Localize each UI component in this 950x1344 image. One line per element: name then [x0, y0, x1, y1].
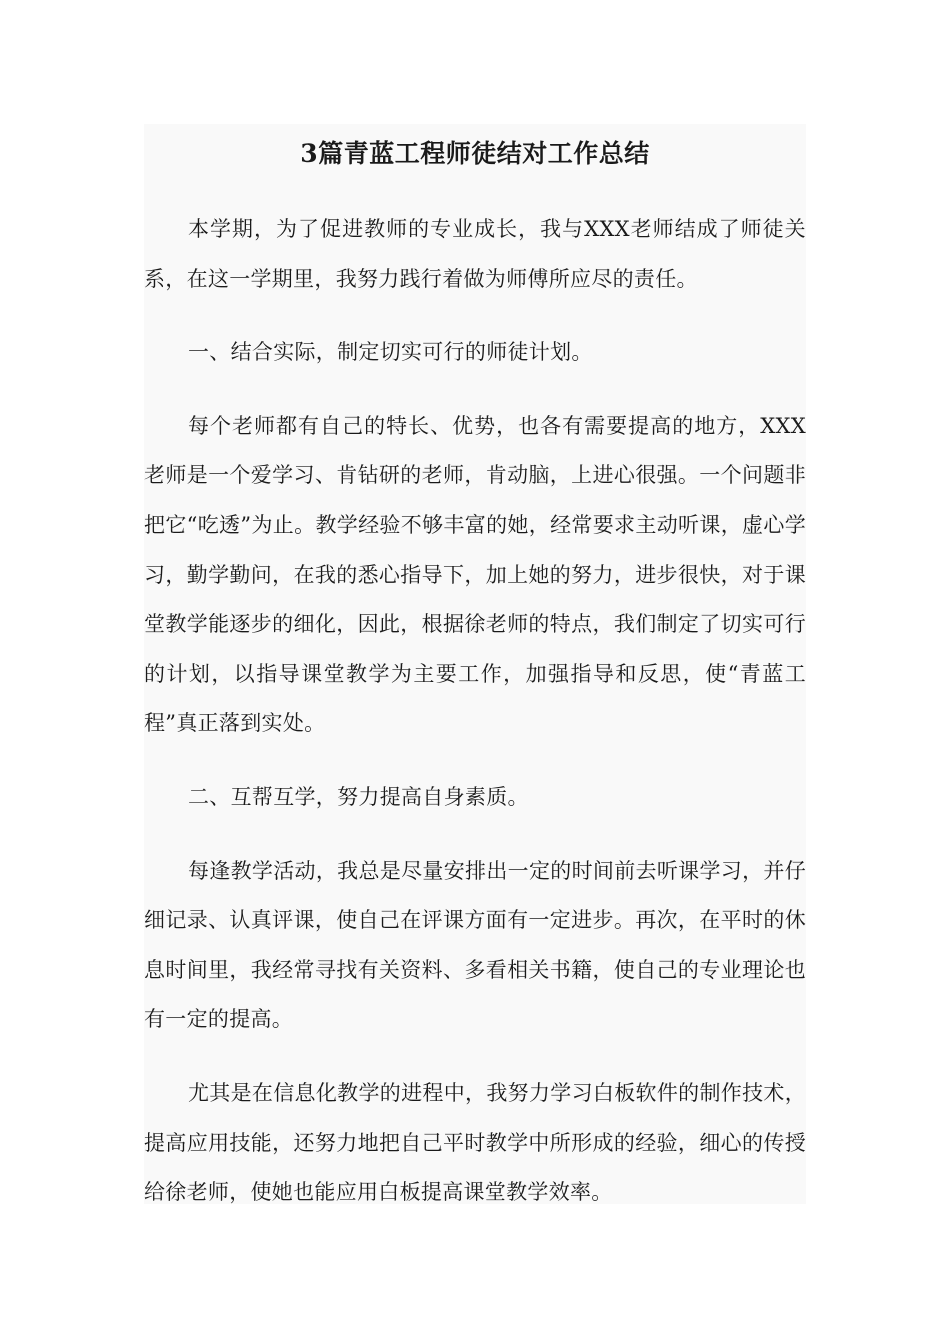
document-title: 3篇青蓝工程师徒结对工作总结 — [300, 139, 650, 168]
section-heading-2: 二、互帮互学，努力提高自身素质。 — [188, 784, 529, 809]
document-body — [144, 124, 806, 1204]
section-heading-1: 一、结合实际，制定切实可行的师徒计划。 — [188, 340, 593, 365]
paragraph-plan: 每个老师都有自己的特长、优势，也各有需要提高的地方，XXX老师是一个爱学习、肯钻研的老师，肯动脑，上进心很强。一个问题非把它“吃透”为止。教学经验不够丰富的她，经常要求主动听课，虚心学习，勤学勤问，在我的悉心指导下，加上她的努力，进步很快，对于课堂教学能逐步的细化，因此，根据徐老师的特点，我们制定了切实可行的计划，以指导课堂教学为主要工作，加强指导和反思，使“青蓝工程”真正落到实处。 — [144, 413, 806, 736]
paragraph-it-teaching: 尤其是在信息化教学的进程中，我努力学习白板软件的制作技术，提高应用技能，还努力地把自己平时教学中所形成的经验，细心的传授给徐老师，使她也能应用白板提高课堂教学效率。 — [144, 1080, 806, 1205]
paragraph-mutual-learning: 每逢教学活动，我总是尽量安排出一定的时间前去听课学习，并仔细记录、认真评课，使自己在评课方面有一定进步。再次，在平时的休息时间里，我经常寻找有关资料、多看相关书籍，使自己的专业理论也有一定的提高。 — [144, 858, 806, 1032]
paragraph-intro: 本学期，为了促进教师的专业成长，我与XXX老师结成了师徒关系，在这一学期里，我努力践行着做为师傅所应尽的责任。 — [144, 217, 806, 291]
